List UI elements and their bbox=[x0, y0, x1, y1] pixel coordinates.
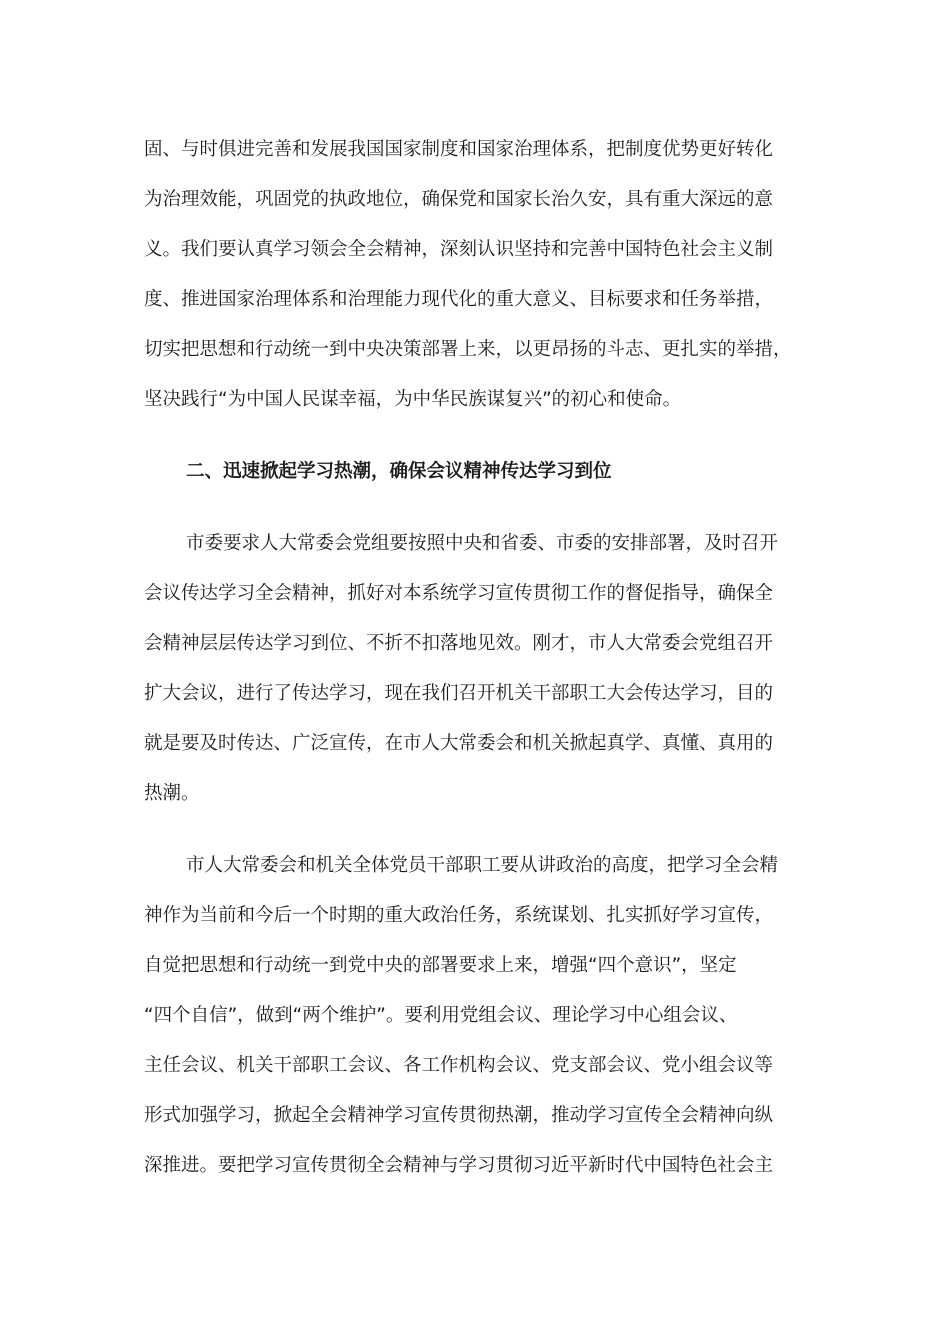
paragraph-spacer bbox=[144, 824, 806, 846]
text-line: 切实把思想和行动统一到中央决策部署上来，以更昂扬的斗志、更扎实的举措， bbox=[144, 339, 792, 360]
text-line: “四个自信”，做到“两个维护”。要利用党组会议、理论学习中心组会议、 bbox=[144, 1005, 738, 1026]
section-heading: 二、迅速掀起学习热潮，确保会议精神传达学习到位 bbox=[186, 461, 612, 482]
text-line: 主任会议、机关干部职工会议、各工作机构会议、党支部会议、党小组会议等 bbox=[144, 1055, 774, 1076]
text-line: 扩大会议，进行了传达学习，现在我们召开机关干部职工大会传达学习，目的 bbox=[144, 683, 774, 704]
paragraph-1 bbox=[144, 130, 806, 430]
text-line: 深推进。要把学习宣传贯彻全会精神与学习贯彻习近平新时代中国特色社会主 bbox=[144, 1155, 774, 1176]
text-line: 形式加强学习，掀起全会精神学习宣传贯彻热潮，推动学习宣传全会精神向纵 bbox=[144, 1105, 774, 1126]
text-line: 就是要及时传达、广泛宣传，在市人大常委会和机关掀起真学、真懂、真用的 bbox=[144, 733, 774, 754]
text-line: 会议传达学习全会精神，抓好对本系统学习宣传贯彻工作的督促指导，确保全 bbox=[144, 583, 774, 604]
paragraph-spacer bbox=[144, 430, 806, 452]
text-line: 坚决践行“为中国人民谋幸福，为中华民族谋复兴”的初心和使命。 bbox=[144, 389, 682, 410]
text-line: 自觉把思想和行动统一到党中央的部署要求上来，增强“四个意识”，坚定 bbox=[144, 955, 737, 976]
text-line: 热潮。 bbox=[144, 783, 200, 804]
paragraph-2 bbox=[144, 524, 806, 824]
paragraph-spacer bbox=[144, 502, 806, 524]
text-line: 市委要求人大常委会党组要按照中央和省委、市委的安排部署，及时召开 bbox=[186, 533, 779, 554]
paragraph-3 bbox=[144, 846, 806, 1196]
text-line: 度、推进国家治理体系和治理能力现代化的重大意义、目标要求和任务举措， bbox=[144, 289, 774, 310]
text-line: 会精神层层传达学习到位、不折不扣落地见效。刚才，市人大常委会党组召开 bbox=[144, 633, 774, 654]
text-line: 义。我们要认真学习领会全会精神，深刻认识坚持和完善中国特色社会主义制 bbox=[144, 239, 774, 260]
text-line: 市人大常委会和机关全体党员干部职工要从讲政治的高度，把学习全会精 bbox=[186, 855, 779, 876]
document-body bbox=[144, 130, 806, 1196]
text-line: 为治理效能，巩固党的执政地位，确保党和国家长治久安，具有重大深远的意 bbox=[144, 189, 774, 210]
text-line: 神作为当前和今后一个时期的重大政治任务，系统谋划、扎实抓好学习宣传， bbox=[144, 905, 774, 926]
text-line: 固、与时俱进完善和发展我国国家制度和国家治理体系，把制度优势更好转化 bbox=[144, 139, 774, 160]
